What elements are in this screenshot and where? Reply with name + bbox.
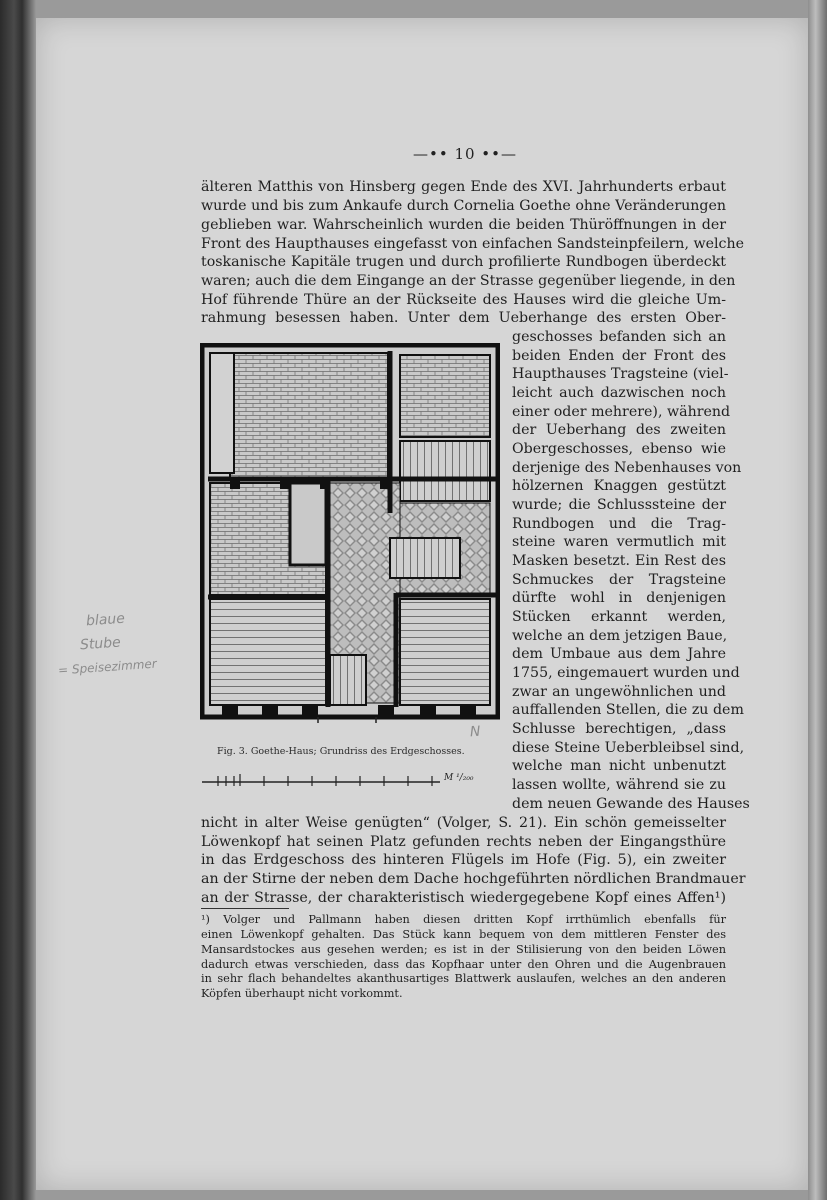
book-edge bbox=[808, 0, 827, 1200]
side-line: einer oder mehrere), während bbox=[512, 404, 731, 420]
side-line: zwar an ungewöhnlichen und bbox=[512, 684, 726, 700]
side-line: Obergeschosses, ebenso wie bbox=[512, 441, 726, 457]
side-line: Schmuckes der Tragsteine bbox=[512, 572, 726, 588]
footnote-line: Mansardstockes aus gesehen werden; es ist in der Stilisierung von den beiden Löwen bbox=[201, 943, 726, 956]
pencil-note: N bbox=[469, 723, 482, 741]
body-line: Hof führende Thüre an der Rückseite des Hauses wird die gleiche Um- bbox=[201, 292, 726, 308]
figure-caption: Fig. 3. Goethe-Haus; Grundriss des Erdgeschosses. bbox=[217, 746, 465, 757]
body-line: toskanische Kapitäle trugen und durch profilierte Rundbogen überdeckt bbox=[201, 254, 726, 270]
side-line: welche an dem jetzigen Baue, bbox=[512, 628, 728, 644]
side-line: derjenige des Nebenhauses von bbox=[512, 460, 742, 476]
side-line: Haupthauses Tragsteine (viel- bbox=[512, 366, 729, 382]
body-line: älteren Matthis von Hinsberg gegen Ende des XVI. Jahrhunderts erbaut bbox=[201, 179, 726, 195]
footnote-line: Köpfen überhaupt nicht vorkommt. bbox=[201, 987, 403, 1000]
body-line: wurde und bis zum Ankaufe durch Cornelia Goethe ohne Veränderungen bbox=[201, 198, 726, 214]
scale-label: M ¹/₂₀₀ bbox=[444, 773, 474, 783]
footnote-line: in sehr flach behandeltes akanthusartiges Blattwerk auslaufen, welches an den anderen bbox=[201, 972, 726, 985]
body-line: geblieben war. Wahrscheinlich wurden die beiden Thüröffnungen in der bbox=[201, 217, 726, 233]
body-line: in das Erdgeschoss des hinteren Flügels im Hofe (Fig. 5), ein zweiter bbox=[201, 852, 726, 868]
footnote-line: ¹) Volger und Pallmann haben diesen dritten Kopf irrthümlich ebenfalls für bbox=[201, 913, 726, 926]
side-line: hölzernen Knaggen gestützt bbox=[512, 478, 726, 494]
side-line: diese Steine Ueberbleibsel sind, bbox=[512, 740, 745, 756]
side-line: Rundbogen und die Trag- bbox=[512, 516, 726, 532]
footnote-line: einen Löwenkopf gehalten. Das Stück kann bequem von dem mittleren Fenster des bbox=[201, 928, 726, 941]
floor-plan-figure bbox=[200, 343, 500, 723]
pencil-note: = Speisezimmer bbox=[57, 656, 158, 678]
scale-bar bbox=[200, 770, 500, 792]
side-line: steine waren vermutlich mit bbox=[512, 534, 726, 550]
side-line: auffallenden Stellen, die zu dem bbox=[512, 702, 744, 718]
side-line: Masken besetzt. Ein Rest des bbox=[512, 553, 726, 569]
side-line: welche man nicht unbenutzt bbox=[512, 758, 726, 774]
body-line: an der Strasse, der charakteristisch wiedergegebene Kopf eines Affen¹) bbox=[201, 890, 726, 906]
side-line: 1755, eingemauert wurden und bbox=[512, 665, 740, 681]
side-line: dürfte wohl in denjenigen bbox=[512, 590, 726, 606]
body-line: an der Stirne der neben dem Dache hochgeführten nördlichen Brandmauer bbox=[201, 871, 746, 887]
side-line: der Ueberhang des zweiten bbox=[512, 422, 726, 438]
pencil-note: Stube bbox=[79, 634, 122, 654]
side-line: dem Umbaue aus dem Jahre bbox=[512, 646, 726, 662]
side-line: dem neuen Gewande des Hauses bbox=[512, 796, 750, 812]
body-line: rahmung besessen haben. Unter dem Ueberhange des ersten Ober- bbox=[201, 310, 726, 326]
body-line: waren; auch die dem Eingange an der Strasse gegenüber liegende, in den bbox=[201, 273, 736, 289]
side-line: wurde; die Schlusssteine der bbox=[512, 497, 726, 513]
side-line: leicht auch dazwischen noch bbox=[512, 385, 726, 401]
side-line: Stücken erkannt werden, bbox=[512, 609, 726, 625]
footnote-rule bbox=[201, 908, 289, 909]
pencil-note: blaue bbox=[85, 610, 126, 630]
body-line: nicht in alter Weise genügten“ (Volger, S. 21). Ein schön gemeisselter bbox=[201, 815, 726, 831]
footnote-line: dadurch etwas verschieden, dass das Kopfhaar unter den Ohren und die Augenbrauen bbox=[201, 958, 726, 971]
page-number: —•• 10 ••— bbox=[412, 145, 517, 163]
side-line: Schlusse berechtigen, „dass bbox=[512, 721, 726, 737]
body-line: Löwenkopf hat seinen Platz gefunden rechts neben der Eingangsthüre bbox=[201, 834, 726, 850]
side-line: geschosses befanden sich an bbox=[512, 329, 726, 345]
side-line: lassen wollte, während sie zu bbox=[512, 777, 726, 793]
side-line: beiden Enden der Front des bbox=[512, 348, 726, 364]
body-line: Front des Haupthauses eingefasst von einfachen Sandsteinpfeilern, welche bbox=[201, 236, 745, 252]
